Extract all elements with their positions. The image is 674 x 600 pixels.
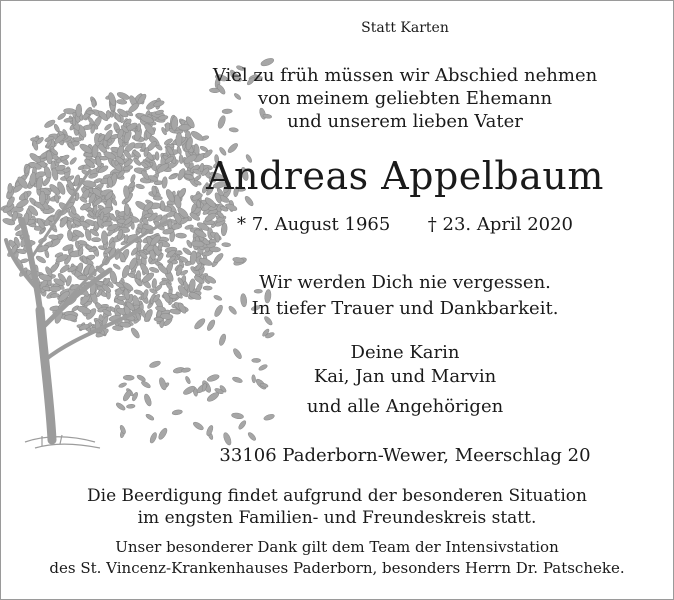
birth-date: * 7. August 1965 (236, 214, 391, 235)
relatives-line: und alle Angehörigen (306, 396, 504, 417)
message-line: Wir werden Dich nie vergessen. (259, 272, 551, 293)
thanks-line: Unser besonderer Dank gilt dem Team der Intensivstation (115, 538, 559, 556)
life-dates (190, 214, 620, 235)
funeral-line: Die Beerdigung findet aufgrund der besonderen Situation (87, 486, 587, 506)
intro-line: von meinem geliebten Ehemann (257, 88, 553, 109)
message-line: In tiefer Trauer und Dankbarkeit. (251, 298, 559, 319)
pre-title: Statt Karten (361, 20, 449, 36)
funeral-line: im engsten Familien- und Freundeskreis statt. (137, 508, 537, 528)
deceased-name: Andreas Appelbaum (206, 154, 604, 198)
intro-line: und unserem lieben Vater (287, 111, 523, 132)
address: 33106 Paderborn-Wewer, Meerschlag 20 (219, 445, 591, 466)
mourner-line: Deine Karin (350, 342, 460, 363)
intro-line: Viel zu früh müssen wir Abschied nehmen (212, 65, 598, 86)
death-date: † 23. April 2020 (427, 214, 574, 235)
thanks-line: des St. Vincenz-Krankenhauses Paderborn, besonders Herrn Dr. Patscheke. (49, 559, 625, 577)
mourner-line: Kai, Jan und Marvin (313, 366, 497, 387)
